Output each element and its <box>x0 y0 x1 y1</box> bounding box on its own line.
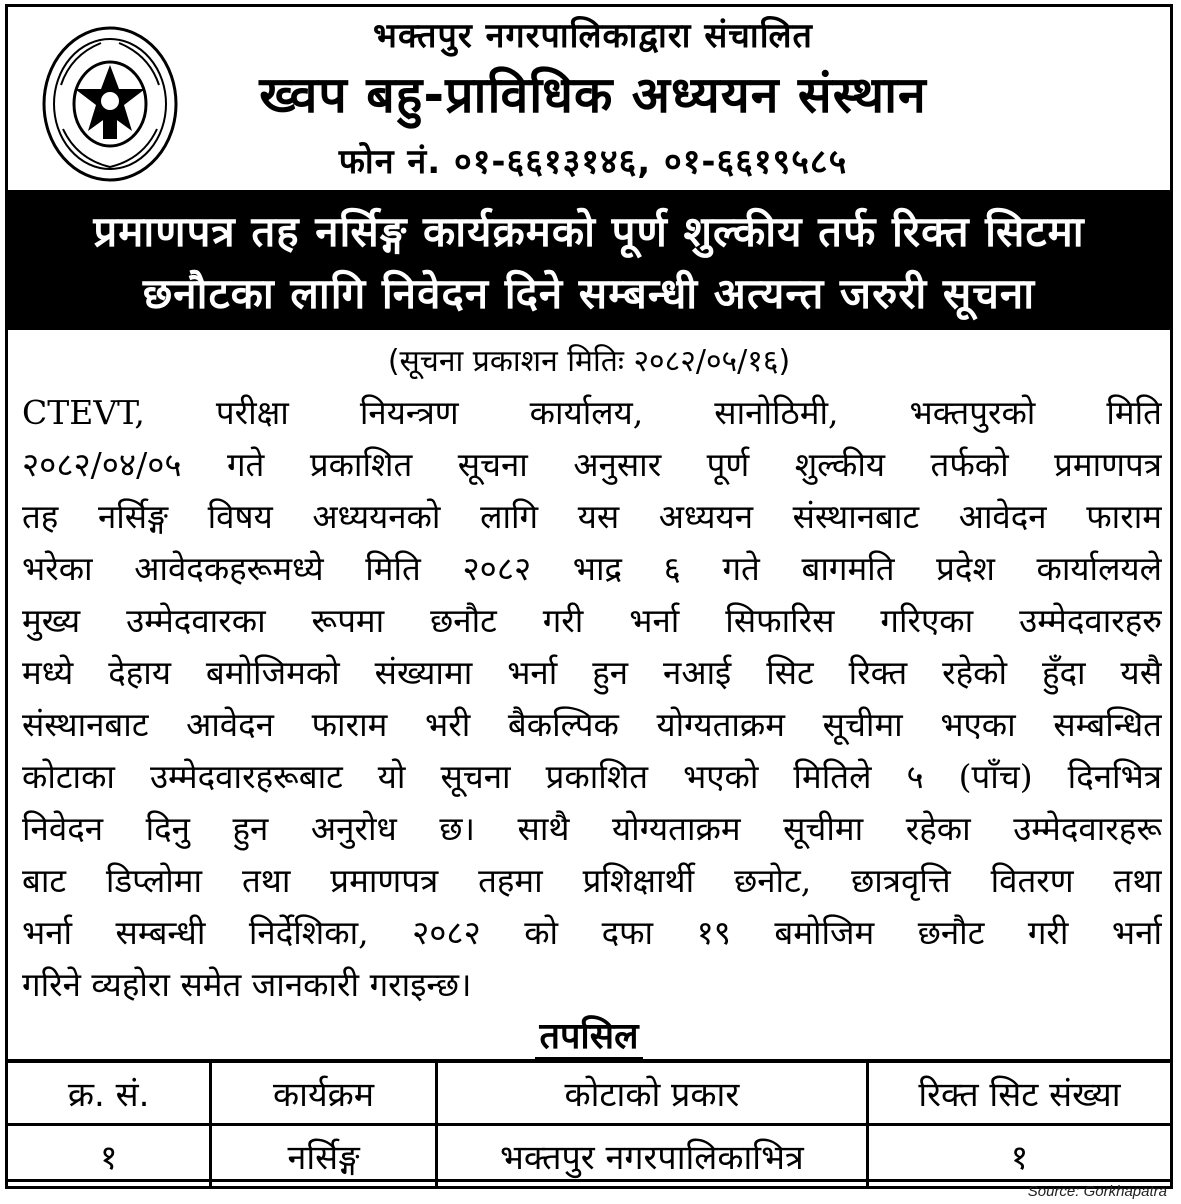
publication-date: (सूचना प्रकाशन मितिः २०८२/०५/१६) <box>387 344 791 379</box>
body-line: भरेका आवेदकहरूमध्ये मिति २०८२ भाद्र ६ गते बागमति प्रदेश कार्यालयले <box>22 549 1162 588</box>
body-line: CTEVT, परीक्षा नियन्त्रण कार्यालय, सानोठिमी, भक्तपुरको मिति <box>22 393 1162 432</box>
notice-header <box>8 7 1170 190</box>
body-line: तह नर्सिङ्ग विषय अध्ययनको लागि यस अध्ययन संस्थानबाट आवेदन फाराम <box>22 497 1162 536</box>
phone-numbers: फोन नं. ०१-६६१३१४६, ०१-६६१९५८५ <box>338 142 848 182</box>
table-header-row <box>7 1061 1172 1125</box>
table-row <box>7 1125 1172 1188</box>
source-credit: Source: Gorkhapatra <box>1027 1183 1167 1200</box>
body-line: कोटाका उम्मेदवारहरूबाट यो सूचना प्रकाशित भएको मितिले ५ (पाँच) दिनभित्र <box>22 757 1162 796</box>
institution-seal-icon <box>41 25 179 183</box>
column-header-vacant-seats: रिक्त सिट संख्या <box>867 1061 1171 1125</box>
notice-frame <box>5 4 1173 1182</box>
cell-serial: १ <box>7 1125 211 1188</box>
cell-program: नर्सिङ्ग <box>211 1125 437 1188</box>
notice-body <box>22 387 1162 1011</box>
sub-title: भक्तपुर नगरपालिकाद्वारा संचालित <box>373 16 813 56</box>
table-heading <box>8 1010 1170 1059</box>
vacancy-table <box>5 1059 1173 1189</box>
column-header-quota-type: कोटाको प्रकार <box>436 1061 867 1125</box>
institution-title: ख्वप बहु-प्राविधिक अध्ययन संस्थान <box>259 66 927 124</box>
body-line: २०८२/०४/०५ गते प्रकाशित सूचना अनुसार पूर्ण शुल्कीय तर्फको प्रमाणपत्र <box>22 445 1162 484</box>
column-header-serial: क्र. सं. <box>7 1061 211 1125</box>
banner-line-2: छनौटका लागि निवेदन दिने सम्बन्धी अत्यन्त जरुरी सूचना <box>142 269 1036 318</box>
table-heading-text: तपसिल <box>535 1016 642 1060</box>
column-header-program: कार्यक्रम <box>211 1061 437 1125</box>
body-line: भर्ना सम्बन्धी निर्देशिका, २०८२ को दफा १९ बमोजिम छनौट गरी भर्ना <box>22 913 1162 952</box>
body-line: मुख्य उम्मेदवारका रूपमा छनौट गरी भर्ना सिफारिस गरिएका उम्मेदवारहरु <box>22 601 1162 640</box>
notice-banner <box>8 190 1170 330</box>
body-line: संस्थानबाट आवेदन फाराम भरी बैकल्पिक योग्यताक्रम सूचीमा भएका सम्बन्धित <box>22 705 1162 744</box>
body-line: निवेदन दिनु हुन अनुरोध छ। साथै योग्यताक्रम सूचीमा रहेका उम्मेदवारहरू <box>22 809 1162 848</box>
cell-vacant-seats: १ <box>867 1125 1171 1188</box>
body-line: मध्ये देहाय बमोजिमको संख्यामा भर्ना हुन नआई सिट रिक्त रहेको हुँदा यसै <box>22 653 1162 692</box>
banner-line-1: प्रमाणपत्र तह नर्सिङ्ग कार्यक्रमको पूर्ण शुल्कीय तर्फ रिक्त सिटमा <box>93 207 1085 256</box>
body-line: गरिने व्यहोरा समेत जानकारी गराइन्छ। <box>22 965 472 1004</box>
cell-quota-type: भक्तपुर नगरपालिकाभित्र <box>436 1125 867 1188</box>
body-line: बाट डिप्लोमा तथा प्रमाणपत्र तहमा प्रशिक्षार्थी छनोट, छात्रवृत्ति वितरण तथा <box>22 861 1162 900</box>
